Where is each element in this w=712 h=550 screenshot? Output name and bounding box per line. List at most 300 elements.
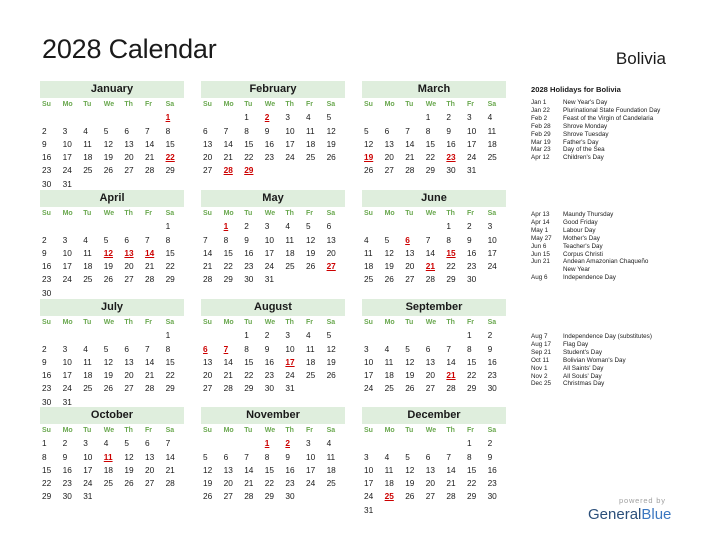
- empty-day-cell: [143, 220, 164, 233]
- day-cell: 1: [42, 438, 47, 449]
- day-cell: 8: [425, 125, 431, 136]
- day-cell: 25: [364, 274, 374, 285]
- holiday-date: Sep 21: [531, 348, 551, 356]
- day-cell: 25: [305, 370, 316, 381]
- holiday-date: Jun 6: [531, 242, 547, 250]
- day-cell: 1: [244, 112, 249, 123]
- empty-day-cell: [201, 220, 222, 233]
- weekday-label: Mo: [223, 101, 234, 108]
- holiday-date: Aug 7: [531, 333, 548, 340]
- weekday-label: Fr: [466, 427, 474, 434]
- month-september: [362, 299, 506, 396]
- day-cell: 7: [405, 125, 410, 136]
- day-cell: 24: [364, 383, 374, 394]
- day-cell: 5: [405, 343, 410, 354]
- weekday-label: Fr: [305, 101, 313, 108]
- day-cell: 27: [144, 478, 155, 489]
- day-cell: 19: [405, 370, 415, 381]
- day-cell: 31: [285, 383, 295, 394]
- month-grid: [40, 316, 184, 409]
- day-cell: 27: [203, 165, 213, 176]
- weekday-label: Su: [203, 101, 212, 108]
- weekday-label: Sa: [165, 427, 175, 434]
- holiday-item: [531, 341, 701, 349]
- day-cell: 7: [144, 234, 150, 245]
- day-cell: 8: [42, 451, 47, 462]
- day-cell: 17: [62, 370, 72, 381]
- holiday-day-cell: 6: [405, 234, 410, 245]
- holiday-date: May 27: [531, 234, 552, 242]
- holiday-day-cell: 7: [223, 343, 229, 354]
- weekday-label: Th: [285, 101, 294, 108]
- day-cell: 7: [244, 451, 249, 462]
- holiday-name: Feast of the Virgin of Candelaria: [563, 114, 654, 122]
- empty-day-cell: [444, 329, 465, 342]
- holiday-name: All Souls' Day: [563, 372, 602, 380]
- day-cell: 7: [446, 343, 451, 354]
- day-cell: 23: [62, 478, 72, 489]
- day-cell: 17: [83, 464, 93, 475]
- day-cell: 25: [83, 274, 93, 285]
- month-march: [362, 81, 506, 178]
- month-header: May: [201, 190, 345, 207]
- holiday-date: May 1: [531, 226, 549, 234]
- weekday-label: Mo: [384, 427, 395, 434]
- month-august: [201, 299, 345, 396]
- holiday-name: Maundy Thursday: [563, 211, 614, 218]
- day-cell: 26: [326, 370, 336, 381]
- day-cell: 20: [223, 478, 233, 489]
- day-cell: 23: [42, 274, 52, 285]
- day-cell: 28: [165, 478, 175, 489]
- empty-day-cell: [201, 111, 222, 124]
- holiday-name: Shrove Tuesday: [563, 130, 609, 138]
- empty-day-cell: [102, 111, 123, 124]
- holiday-item: [531, 274, 701, 282]
- day-cell: 22: [466, 478, 477, 489]
- day-cell: 28: [446, 383, 456, 394]
- day-cell: 15: [466, 464, 477, 475]
- holiday-item: [531, 227, 701, 235]
- empty-day-cell: [362, 437, 383, 450]
- day-cell: 2: [446, 112, 451, 123]
- day-cell: 11: [487, 125, 497, 136]
- holiday-date: Aug 6: [531, 274, 548, 282]
- day-cell: 11: [285, 234, 294, 245]
- day-cell: 1: [165, 330, 171, 341]
- weekday-label: Tu: [244, 101, 253, 108]
- weekday-label: We: [264, 101, 276, 108]
- weekday-label: Sa: [326, 101, 336, 108]
- day-cell: 29: [165, 383, 175, 394]
- day-cell: 29: [223, 274, 233, 285]
- weekday-label: Fr: [305, 210, 313, 217]
- day-cell: 4: [83, 125, 88, 136]
- day-cell: 2: [42, 125, 47, 136]
- day-cell: 24: [466, 152, 477, 163]
- day-cell: 16: [264, 356, 275, 367]
- day-cell: 12: [326, 343, 336, 354]
- day-cell: 23: [487, 478, 497, 489]
- day-cell: 25: [285, 261, 295, 272]
- weekday-label: Fr: [466, 210, 474, 217]
- day-cell: 16: [62, 464, 72, 475]
- day-cell: 2: [62, 438, 68, 449]
- holiday-name: Labour Day: [563, 226, 596, 234]
- holiday-date: Nov 1: [531, 364, 548, 372]
- day-cell: 20: [405, 261, 415, 272]
- month-header: April: [40, 190, 184, 207]
- day-cell: 4: [384, 451, 390, 462]
- day-cell: 26: [405, 491, 415, 502]
- day-cell: 21: [144, 261, 155, 272]
- weekday-label: Tu: [83, 210, 92, 217]
- day-cell: 25: [384, 383, 394, 394]
- empty-day-cell: [81, 329, 102, 342]
- holiday-name: Father's Day: [563, 138, 599, 146]
- day-cell: 31: [62, 396, 72, 407]
- day-cell: 30: [42, 178, 52, 189]
- month-header: June: [362, 190, 506, 207]
- holiday-date: Nov 2: [531, 372, 548, 380]
- country-label: Bolivia: [615, 49, 666, 68]
- month-october: [40, 407, 184, 504]
- month-header: August: [201, 299, 345, 316]
- day-cell: 8: [466, 343, 472, 354]
- month-header: November: [201, 407, 345, 424]
- holiday-item: [531, 243, 701, 251]
- day-cell: 22: [244, 370, 254, 381]
- day-cell: 6: [203, 125, 208, 136]
- day-cell: 22: [425, 152, 436, 163]
- day-cell: 27: [203, 383, 213, 394]
- weekday-label: Fr: [305, 427, 313, 434]
- day-cell: 29: [165, 274, 175, 285]
- day-cell: 18: [305, 138, 316, 149]
- month-header: July: [40, 299, 184, 316]
- day-cell: 10: [264, 234, 275, 245]
- holiday-day-cell: 21: [425, 261, 436, 272]
- weekday-label: Fr: [466, 319, 474, 326]
- day-cell: 13: [425, 464, 436, 475]
- weekday-label: We: [425, 210, 437, 217]
- day-cell: 2: [487, 330, 493, 341]
- holiday-name: Shrove Monday: [563, 122, 608, 130]
- day-cell: 7: [144, 125, 150, 136]
- day-cell: 9: [466, 234, 472, 245]
- day-cell: 20: [425, 478, 436, 489]
- day-cell: 11: [83, 247, 92, 258]
- weekday-label: Th: [124, 210, 133, 217]
- holiday-day-cell: 17: [285, 356, 295, 367]
- day-cell: 15: [264, 464, 275, 475]
- empty-day-cell: [362, 329, 383, 342]
- day-cell: 19: [103, 152, 114, 163]
- month-november: [201, 407, 345, 504]
- day-cell: 12: [405, 464, 415, 475]
- holiday-item: [531, 373, 701, 381]
- holiday-item: [531, 380, 701, 388]
- day-cell: 25: [83, 165, 93, 176]
- weekday-label: Mo: [62, 210, 73, 217]
- day-cell: 22: [244, 152, 254, 163]
- weekday-label: Sa: [165, 101, 175, 108]
- day-cell: 27: [124, 165, 134, 176]
- day-cell: 3: [466, 112, 472, 123]
- holiday-day-cell: 23: [446, 152, 456, 163]
- day-cell: 15: [244, 138, 254, 149]
- day-cell: 26: [326, 152, 336, 163]
- month-grid: [362, 316, 506, 396]
- day-cell: 3: [364, 451, 369, 462]
- day-cell: 25: [83, 383, 93, 394]
- empty-day-cell: [143, 329, 164, 342]
- day-cell: 18: [384, 478, 394, 489]
- day-cell: 27: [384, 165, 394, 176]
- day-cell: 3: [62, 234, 68, 245]
- day-cell: 12: [103, 356, 114, 367]
- day-cell: 29: [466, 491, 477, 502]
- month-grid: [201, 424, 345, 504]
- day-cell: 2: [264, 330, 270, 341]
- day-cell: 8: [446, 234, 451, 245]
- holidays-title: 2028 Holidays for Bolivia: [531, 85, 621, 94]
- day-cell: 4: [285, 221, 290, 232]
- day-cell: 26: [203, 491, 213, 502]
- weekday-label: Tu: [405, 427, 414, 434]
- empty-day-cell: [242, 437, 263, 450]
- day-cell: 19: [326, 138, 336, 149]
- day-cell: 20: [124, 370, 134, 381]
- day-cell: 19: [405, 478, 415, 489]
- day-cell: 20: [124, 152, 134, 163]
- day-cell: 1: [165, 221, 171, 232]
- day-cell: 3: [285, 112, 290, 123]
- month-grid: [201, 207, 345, 287]
- day-cell: 26: [405, 383, 415, 394]
- month-grid: [201, 316, 345, 396]
- day-cell: 10: [285, 125, 295, 136]
- day-cell: 25: [305, 152, 316, 163]
- weekday-label: Tu: [405, 210, 414, 217]
- day-cell: 31: [83, 491, 93, 502]
- weekday-label: Tu: [83, 319, 92, 326]
- day-cell: 17: [285, 138, 295, 149]
- day-cell: 12: [203, 464, 213, 475]
- day-cell: 22: [264, 478, 275, 489]
- holiday-name: Day of the Sea: [563, 146, 605, 154]
- day-cell: 4: [83, 343, 88, 354]
- day-cell: 8: [165, 234, 171, 245]
- holiday-day-cell: 25: [384, 491, 394, 502]
- month-header: December: [362, 407, 506, 424]
- day-cell: 26: [305, 261, 316, 272]
- weekday-label: Su: [203, 427, 212, 434]
- day-cell: 3: [285, 330, 290, 341]
- day-cell: 5: [384, 234, 390, 245]
- month-grid: [40, 424, 184, 504]
- month-grid: [40, 207, 184, 300]
- month-december: [362, 407, 506, 517]
- day-cell: 24: [62, 383, 72, 394]
- day-cell: 19: [305, 247, 316, 258]
- weekday-label: Sa: [487, 427, 497, 434]
- holiday-day-cell: 28: [223, 165, 233, 176]
- weekday-label: Sa: [326, 319, 336, 326]
- day-cell: 9: [487, 451, 493, 462]
- weekday-label: Fr: [144, 101, 152, 108]
- weekday-label: We: [103, 427, 115, 434]
- day-cell: 14: [144, 356, 155, 367]
- day-cell: 6: [384, 125, 390, 136]
- day-cell: 4: [103, 438, 109, 449]
- day-cell: 27: [124, 274, 134, 285]
- holiday-item: [531, 211, 701, 219]
- day-cell: 14: [165, 451, 175, 462]
- day-cell: 9: [42, 247, 47, 258]
- empty-day-cell: [403, 111, 424, 124]
- day-cell: 6: [223, 451, 229, 462]
- weekday-label: We: [103, 210, 115, 217]
- day-cell: 13: [405, 247, 415, 258]
- empty-day-cell: [403, 220, 424, 233]
- day-cell: 29: [165, 165, 175, 176]
- day-cell: 28: [144, 383, 155, 394]
- day-cell: 6: [144, 438, 150, 449]
- day-cell: 23: [466, 261, 477, 272]
- weekday-label: Sa: [165, 319, 175, 326]
- day-cell: 13: [326, 234, 336, 245]
- day-cell: 8: [466, 451, 472, 462]
- day-cell: 8: [264, 451, 270, 462]
- day-cell: 7: [165, 438, 171, 449]
- day-cell: 18: [384, 370, 394, 381]
- day-cell: 3: [62, 125, 68, 136]
- holiday-date: Apr 13: [531, 211, 550, 218]
- powered-by-text: powered by: [619, 496, 666, 505]
- holiday-item: [531, 251, 701, 259]
- day-cell: 27: [425, 491, 436, 502]
- weekday-label: Tu: [83, 427, 92, 434]
- holiday-name: Christmas Day: [563, 380, 605, 388]
- holiday-date: Feb 2: [531, 114, 548, 122]
- weekday-label: Fr: [466, 101, 474, 108]
- holiday-item: [531, 266, 701, 274]
- holiday-name: Mother's Day: [563, 234, 600, 242]
- day-cell: 9: [62, 451, 68, 462]
- day-cell: 4: [305, 330, 311, 341]
- day-cell: 11: [305, 343, 315, 354]
- month-grid: [40, 98, 184, 191]
- day-cell: 29: [42, 491, 52, 502]
- day-cell: 17: [364, 370, 374, 381]
- weekday-label: Mo: [384, 319, 395, 326]
- holiday-name: Andean Amazonian Chaqueño: [563, 258, 649, 266]
- holiday-date: Feb 29: [531, 130, 551, 138]
- day-cell: 5: [364, 125, 369, 136]
- day-cell: 4: [305, 112, 311, 123]
- day-cell: 30: [446, 165, 456, 176]
- day-cell: 10: [364, 356, 374, 367]
- day-cell: 30: [466, 274, 477, 285]
- day-cell: 14: [223, 138, 233, 149]
- day-cell: 5: [203, 451, 208, 462]
- month-grid: [362, 424, 506, 517]
- day-cell: 15: [244, 356, 254, 367]
- weekday-label: Su: [42, 319, 51, 326]
- weekday-label: We: [425, 427, 437, 434]
- day-cell: 31: [62, 178, 72, 189]
- day-cell: 12: [326, 125, 336, 136]
- day-cell: 8: [223, 234, 229, 245]
- holiday-day-cell: 13: [124, 247, 134, 258]
- empty-day-cell: [40, 329, 61, 342]
- day-cell: 6: [326, 221, 332, 232]
- day-cell: 24: [285, 370, 295, 381]
- weekday-label: Su: [42, 210, 51, 217]
- weekday-label: Th: [285, 427, 294, 434]
- day-cell: 11: [305, 125, 315, 136]
- day-cell: 5: [326, 112, 332, 123]
- holiday-name: New Year: [563, 266, 590, 274]
- holiday-date: Mar 19: [531, 138, 551, 146]
- holiday-item: [531, 333, 701, 341]
- holiday-date: Jun 15: [531, 250, 550, 258]
- empty-day-cell: [61, 329, 82, 342]
- holiday-date: Jun 21: [531, 258, 550, 266]
- weekday-label: We: [425, 319, 437, 326]
- day-cell: 10: [487, 234, 497, 245]
- empty-day-cell: [122, 220, 143, 233]
- month-february: [201, 81, 345, 178]
- empty-day-cell: [424, 437, 445, 450]
- empty-day-cell: [122, 329, 143, 342]
- day-cell: 9: [264, 125, 270, 136]
- day-cell: 25: [326, 478, 336, 489]
- day-cell: 2: [244, 221, 249, 232]
- day-cell: 9: [487, 343, 493, 354]
- day-cell: 12: [305, 234, 316, 245]
- day-cell: 10: [285, 343, 295, 354]
- day-cell: 14: [446, 464, 456, 475]
- day-cell: 4: [384, 343, 390, 354]
- weekday-label: Sa: [165, 210, 175, 217]
- day-cell: 11: [83, 138, 92, 149]
- day-cell: 16: [42, 370, 52, 381]
- day-cell: 22: [223, 261, 233, 272]
- day-cell: 6: [124, 343, 129, 354]
- empty-day-cell: [444, 437, 465, 450]
- day-cell: 31: [364, 504, 374, 515]
- day-cell: 20: [203, 370, 213, 381]
- holiday-date: Aug 17: [531, 340, 551, 348]
- day-cell: 5: [405, 451, 410, 462]
- day-cell: 13: [124, 356, 134, 367]
- day-cell: 13: [223, 464, 233, 475]
- empty-day-cell: [201, 329, 222, 342]
- month-header: January: [40, 81, 184, 98]
- holiday-name: Flag Day: [563, 340, 589, 348]
- day-cell: 18: [103, 464, 114, 475]
- day-cell: 31: [466, 165, 477, 176]
- empty-day-cell: [102, 329, 123, 342]
- empty-day-cell: [201, 437, 222, 450]
- day-cell: 6: [425, 451, 431, 462]
- holiday-item: [531, 139, 701, 147]
- day-cell: 15: [165, 138, 175, 149]
- day-cell: 18: [326, 464, 336, 475]
- day-cell: 10: [364, 464, 374, 475]
